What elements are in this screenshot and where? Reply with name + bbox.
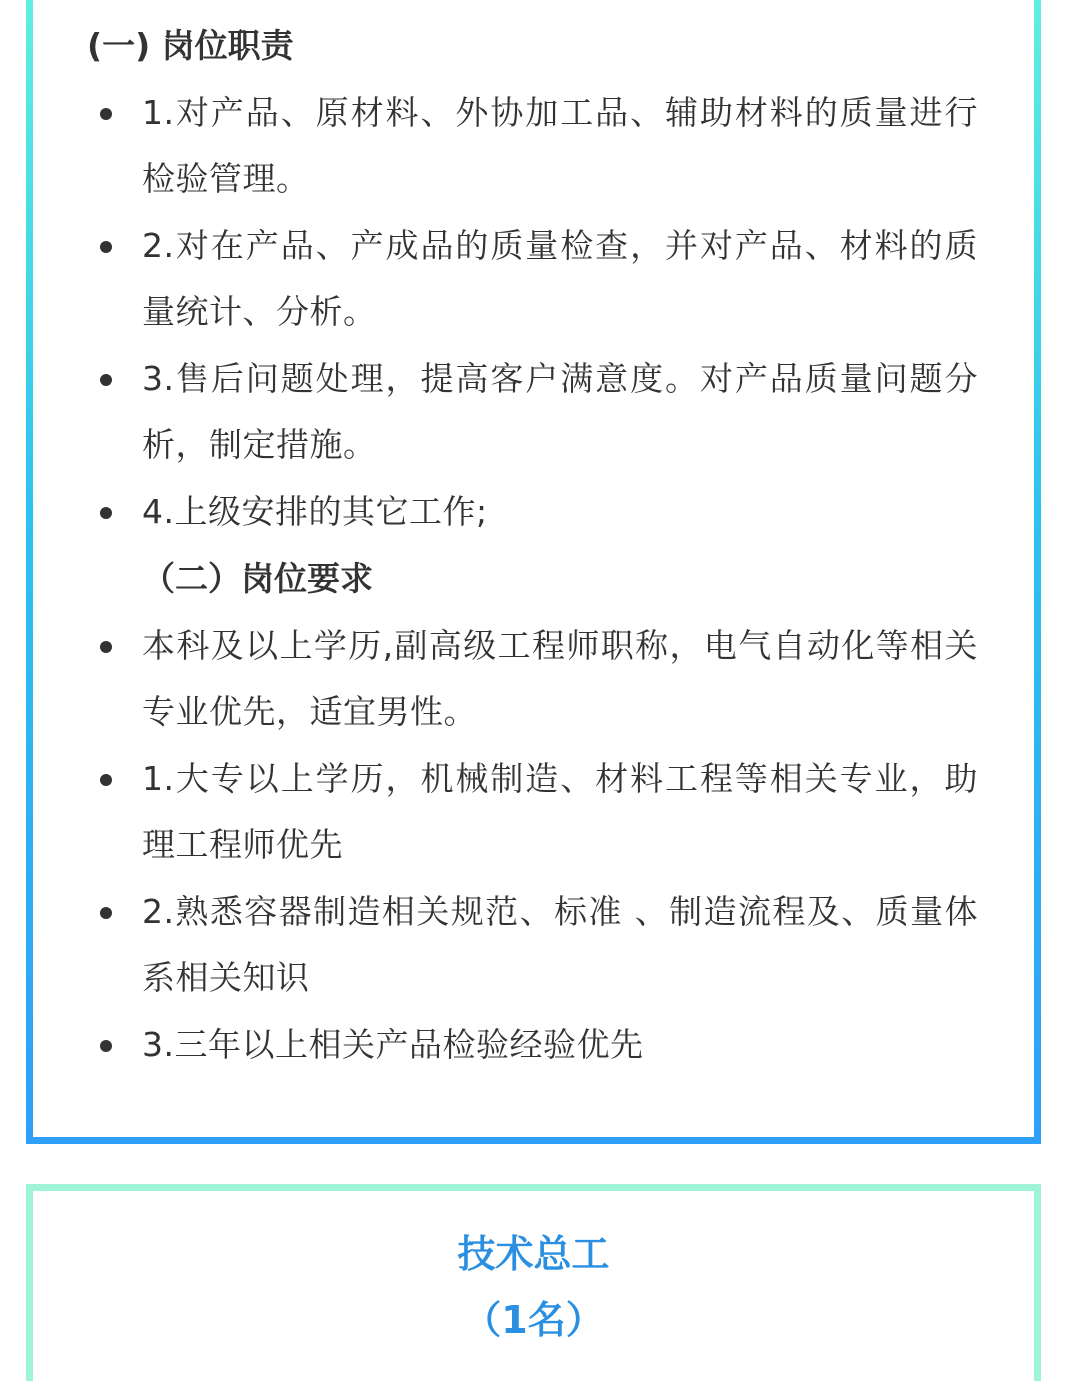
bullet (100, 374, 112, 386)
job-title: 技术总工 (457, 1232, 610, 1276)
bullet (100, 641, 112, 653)
bullet (100, 907, 112, 919)
duty-item-2: 2.对在产品、产成品的质量检查，并对产品、材料的质量统计、分析。 (142, 226, 978, 331)
duty-item-3: 3.售后问题处理，提高客户满意度。对产品质量问题分析，制定措施。 (142, 359, 978, 464)
job-card-technical-chief (26, 1184, 1041, 1381)
heading-duties: (一) 岗位职责 (87, 26, 294, 65)
job-headcount: （1名） (463, 1298, 604, 1342)
requirement-item-4: 3.三年以上相关产品检验经验优先 (142, 1025, 644, 1064)
duty-item-4: 4.上级安排的其它工作; (142, 492, 488, 531)
duty-item-1: 1.对产品、原材料、外协加工品、辅助材料的质量进行检验管理。 (142, 93, 978, 198)
bullet (100, 1040, 112, 1052)
requirement-item-1: 本科及以上学历,副高级工程师职称，电气自动化等相关专业优先，适宜男性。 (142, 626, 978, 731)
requirement-item-2: 1.大专以上学历，机械制造、材料工程等相关专业，助理工程师优先 (142, 759, 978, 864)
bullet (100, 507, 112, 519)
requirement-item-3: 2.熟悉容器制造相关规范、标准 、制造流程及、质量体系相关知识 (142, 892, 978, 997)
heading-requirements: （二）岗位要求 (142, 559, 373, 598)
bullet (100, 241, 112, 253)
bullet (100, 774, 112, 786)
bullet (100, 108, 112, 120)
